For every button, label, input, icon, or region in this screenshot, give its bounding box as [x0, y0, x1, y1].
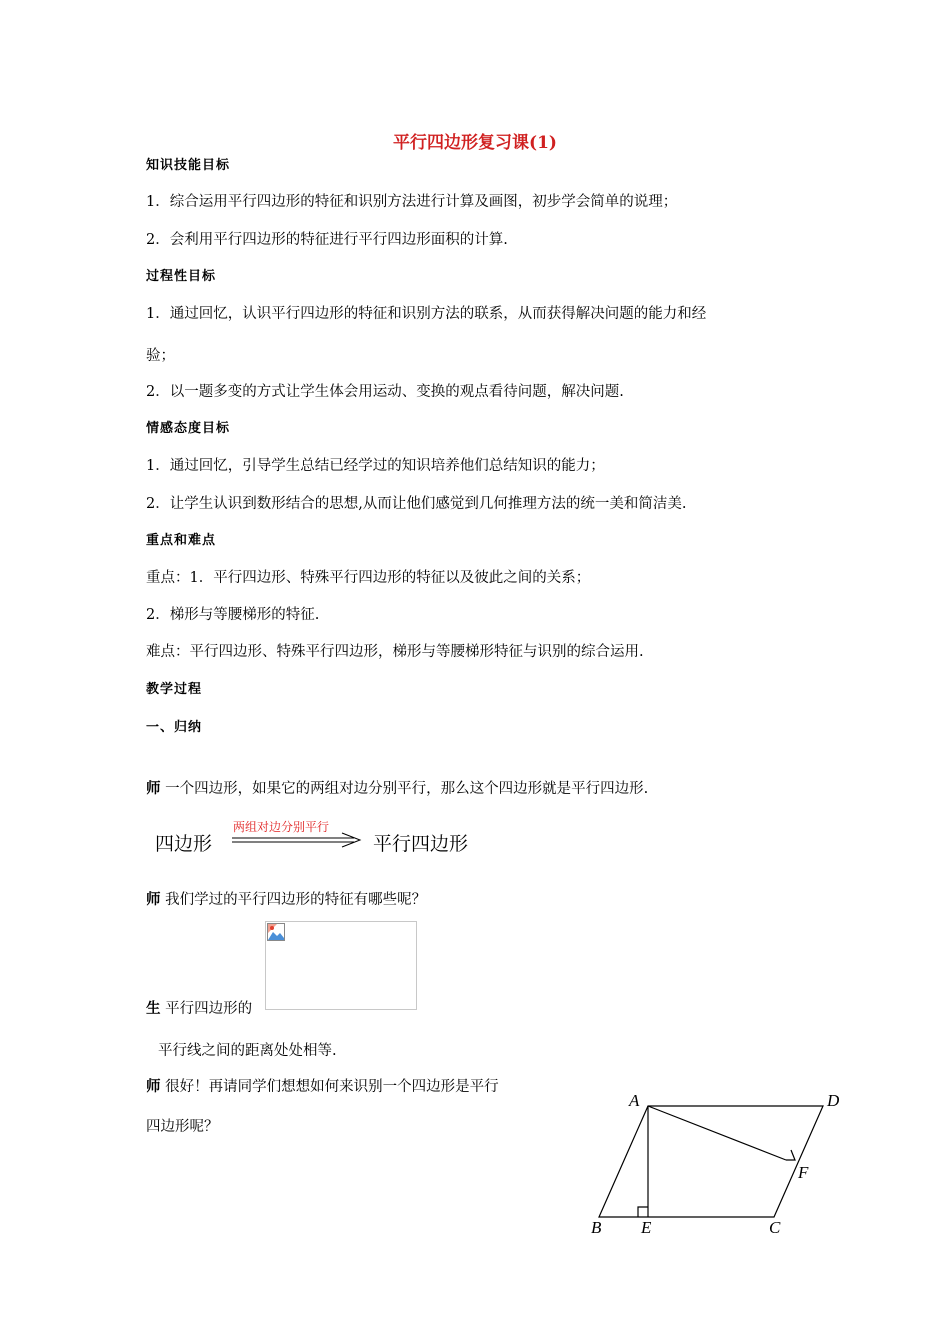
dialogue-student-1	[146, 997, 252, 1018]
process-item-1a: 1．通过回忆，认识平行四边形的特征和识别方法的联系，从而获得解决问题的能力和经	[146, 306, 707, 322]
label-c: C	[769, 1218, 781, 1237]
label-e: E	[641, 1218, 652, 1237]
dialogue-text: 很好！再请同学们想想如何来识别一个四边形是平行	[165, 1079, 499, 1095]
knowledge-heading: 知识技能目标	[146, 158, 231, 173]
key-heading: 重点和难点	[146, 533, 217, 548]
key-item-1: 重点：1．平行四边形、特殊平行四边形的特征以及彼此之间的关系；	[146, 570, 591, 586]
dialogue-teacher-3b: 四边形呢？	[146, 1119, 219, 1135]
speaker-student: 生	[146, 1001, 161, 1017]
emotion-item-2: 2．让学生认识到数形结合的思想,从而让他们感觉到几何推理方法的统一美和简洁美.	[146, 496, 687, 512]
parallelogram-figure	[585, 1085, 855, 1240]
key-item-3: 难点：平行四边形、特殊平行四边形，梯形与等腰梯形特征与识别的综合运用.	[146, 644, 644, 660]
label-b: B	[591, 1218, 602, 1237]
dialogue-text: 我们学过的平行四边形的特征有哪些呢？	[165, 892, 427, 908]
knowledge-item-2: 2．会利用平行四边形的特征进行平行四边形面积的计算.	[146, 232, 508, 248]
label-f: F	[798, 1163, 809, 1182]
right-angle-mark-f	[786, 1150, 795, 1160]
speaker-teacher: 师	[146, 781, 161, 797]
emotion-item-1: 1．通过回忆，引导学生总结已经学过的知识培养他们总结知识的能力；	[146, 458, 605, 474]
flow-to: 平行四边形	[373, 833, 469, 855]
teaching-heading: 教学过程	[146, 682, 203, 697]
dialogue-teacher-1	[146, 777, 648, 798]
dialogue-teacher-2	[146, 888, 426, 909]
label-d: D	[827, 1091, 840, 1110]
dialogue-teacher-3a	[146, 1075, 499, 1096]
process-item-1b: 验；	[146, 348, 175, 364]
flow-from: 四边形	[155, 833, 213, 855]
parallelogram-abcd	[599, 1106, 823, 1217]
process-heading: 过程性目标	[146, 269, 217, 284]
speaker-teacher: 师	[146, 892, 161, 908]
dialogue-student-1-cont: 平行线之间的距离处处相等.	[158, 1043, 337, 1059]
broken-image-placeholder	[265, 921, 417, 1010]
process-item-2: 2．以一题多变的方式让学生体会用运动、变换的观点看待问题，解决问题.	[146, 384, 624, 400]
speaker-teacher: 师	[146, 1079, 161, 1095]
broken-image-icon	[267, 923, 285, 941]
segment-af	[648, 1106, 786, 1160]
key-item-2: 2．梯形与等腰梯形的特征.	[146, 607, 320, 623]
dialogue-text: 一个四边形，如果它的两组对边分别平行，那么这个四边形就是平行四边形.	[165, 781, 649, 797]
knowledge-item-1: 1．综合运用平行四边形的特征和识别方法进行计算及画图，初步学会简单的说理；	[146, 194, 678, 210]
flow-condition: 两组对边分别平行	[233, 820, 330, 834]
dialogue-text: 平行四边形的	[165, 1001, 253, 1017]
emotion-heading: 情感态度目标	[146, 421, 231, 436]
part-heading: 一、归纳	[146, 720, 203, 735]
right-angle-mark-e	[638, 1207, 648, 1217]
label-a: A	[629, 1091, 640, 1110]
flow-arrow-icon	[230, 832, 365, 848]
page-title: 平行四边形复习课(1)	[393, 133, 557, 153]
